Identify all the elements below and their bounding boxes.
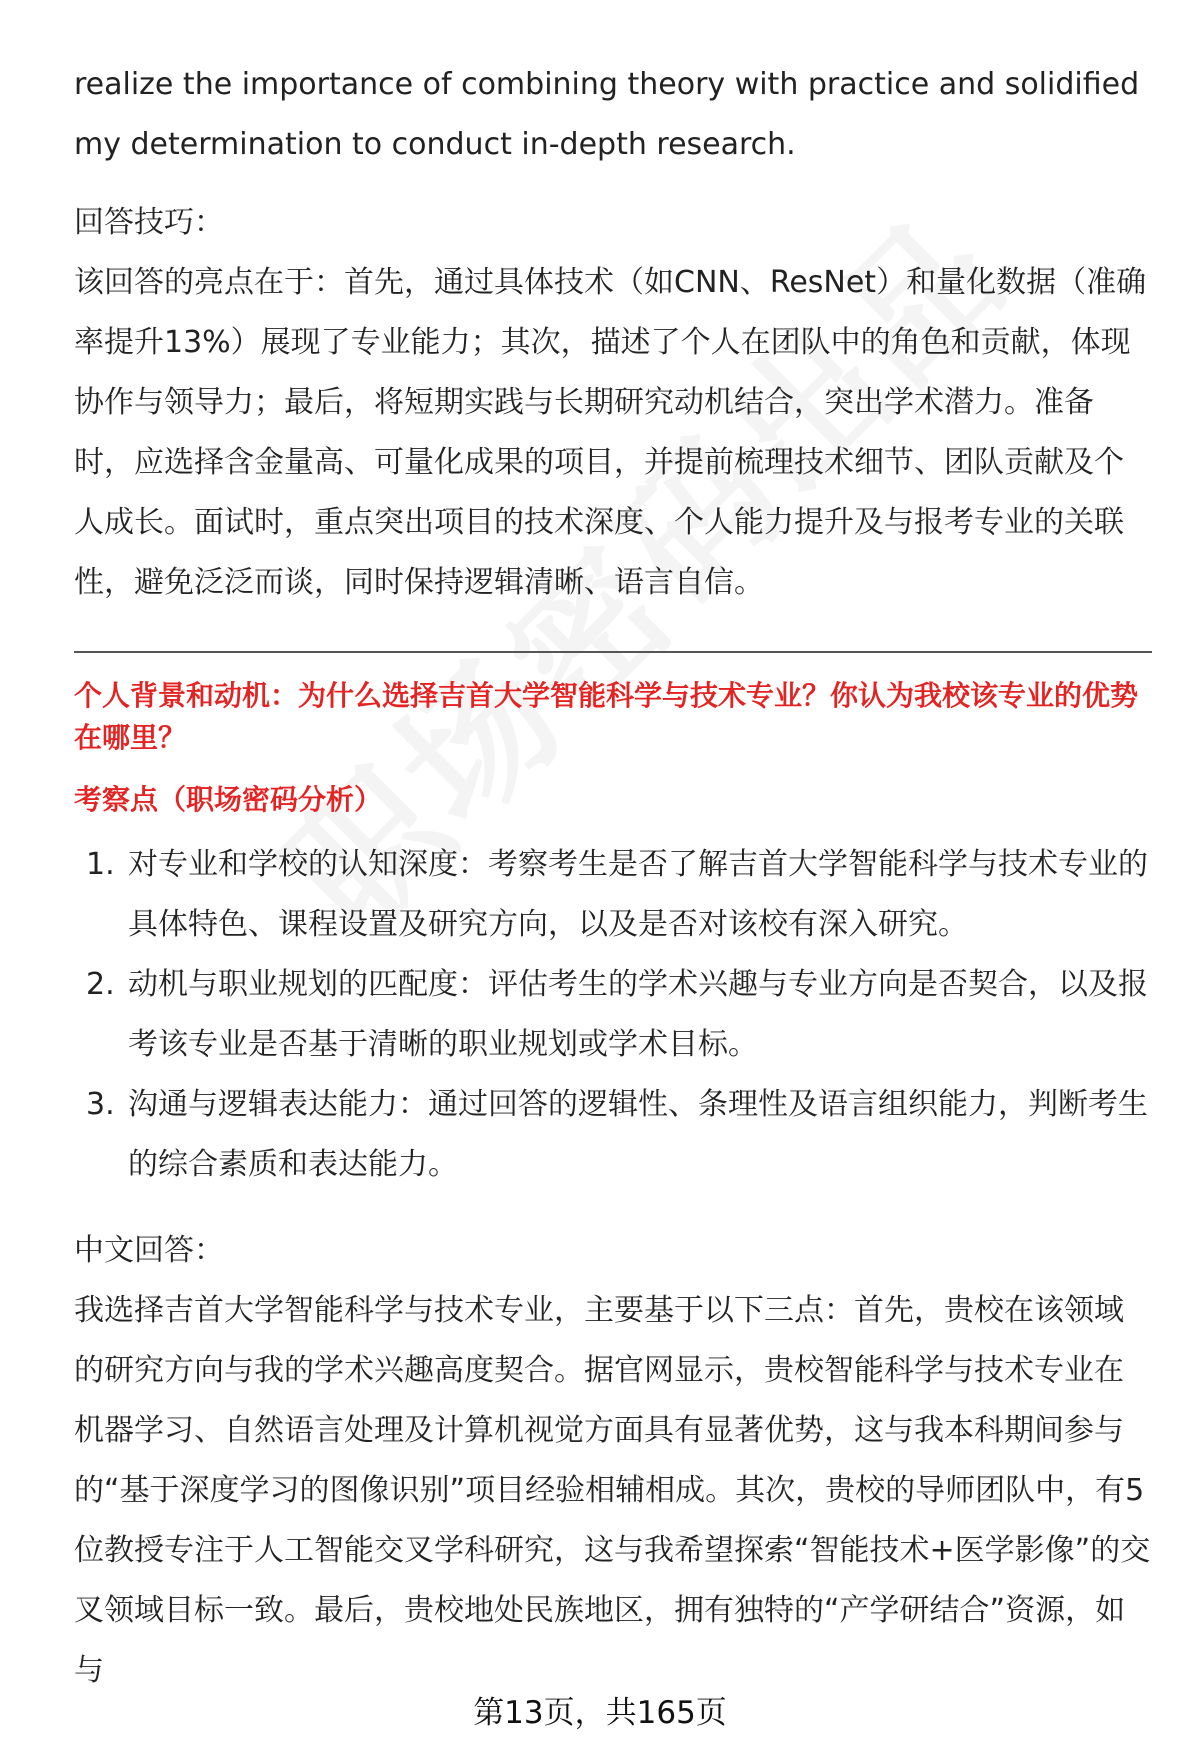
tips-label: 回答技巧： — [74, 205, 224, 240]
list-item — [74, 1075, 1152, 1195]
section-divider — [74, 651, 1152, 653]
list-item-text: 沟通与逻辑表达能力：通过回答的逻辑性、条理性及语言组织能力，判断考生的综合素质和表达能力。 — [128, 1087, 1148, 1182]
list-item-number: 3. — [86, 1087, 115, 1122]
cn-answer-label: 中文回答： — [74, 1233, 224, 1268]
assess-title: 考察点（职场密码分析） — [74, 783, 383, 816]
page-number-footer: 第13页，共165页 — [473, 1695, 727, 1731]
intro-paragraph: realize the importance of combining theory with practice and solidified my determination to conduct in-depth research. — [74, 67, 1140, 162]
question-title: 个人背景和动机：为什么选择吉首大学智能科学与技术专业？你认为我校该专业的优势在哪里？ — [74, 679, 1139, 754]
list-item — [74, 955, 1152, 1075]
list-item-text: 对专业和学校的认知深度：考察考生是否了解吉首大学智能科学与技术专业的具体特色、课程设置及研究方向，以及是否对该校有深入研究。 — [128, 847, 1148, 942]
list-item — [74, 835, 1152, 955]
list-item-number: 1. — [86, 847, 115, 882]
page-content — [74, 55, 1152, 1701]
list-item-number: 2. — [86, 967, 115, 1002]
assess-points-list — [74, 835, 1152, 1195]
list-item-text: 动机与职业规划的匹配度：评估考生的学术兴趣与专业方向是否契合，以及报考该专业是否基于清晰的职业规划或学术目标。 — [128, 967, 1148, 1062]
cn-answer-paragraph: 我选择吉首大学智能科学与技术专业，主要基于以下三点：首先，贵校在该领域的研究方向与我的学术兴趣高度契合。据官网显示，贵校智能科学与技术专业在机器学习、自然语言处理及计算机视觉方面具有显著优势，这与我本科期间参与的“基于深度学习的图像识别”项目经验相辅相成。其次，贵校的导师团队中，有5位教授专注于人工智能交叉学科研究，这与我希望探索“智能技术+医学影像”的交叉领域目标一致。最后，贵校地处民族地区，拥有独特的“产学研结合”资源，如与 — [74, 1293, 1151, 1688]
tips-paragraph: 该回答的亮点在于：首先，通过具体技术（如CNN、ResNet）和量化数据（准确率提升13%）展现了专业能力；其次，描述了个人在团队中的角色和贡献，体现协作与领导力；最后，将短期实践与长期研究动机结合，突出学术潜力。准备时，应选择含金量高、可量化成果的项目，并提前梳理技术细节、团队贡献及个人成长。面试时，重点突出项目的技术深度、个人能力提升及与报考专业的关联性，避免泛泛而谈，同时保持逻辑清晰、语言自信。 — [74, 265, 1147, 600]
